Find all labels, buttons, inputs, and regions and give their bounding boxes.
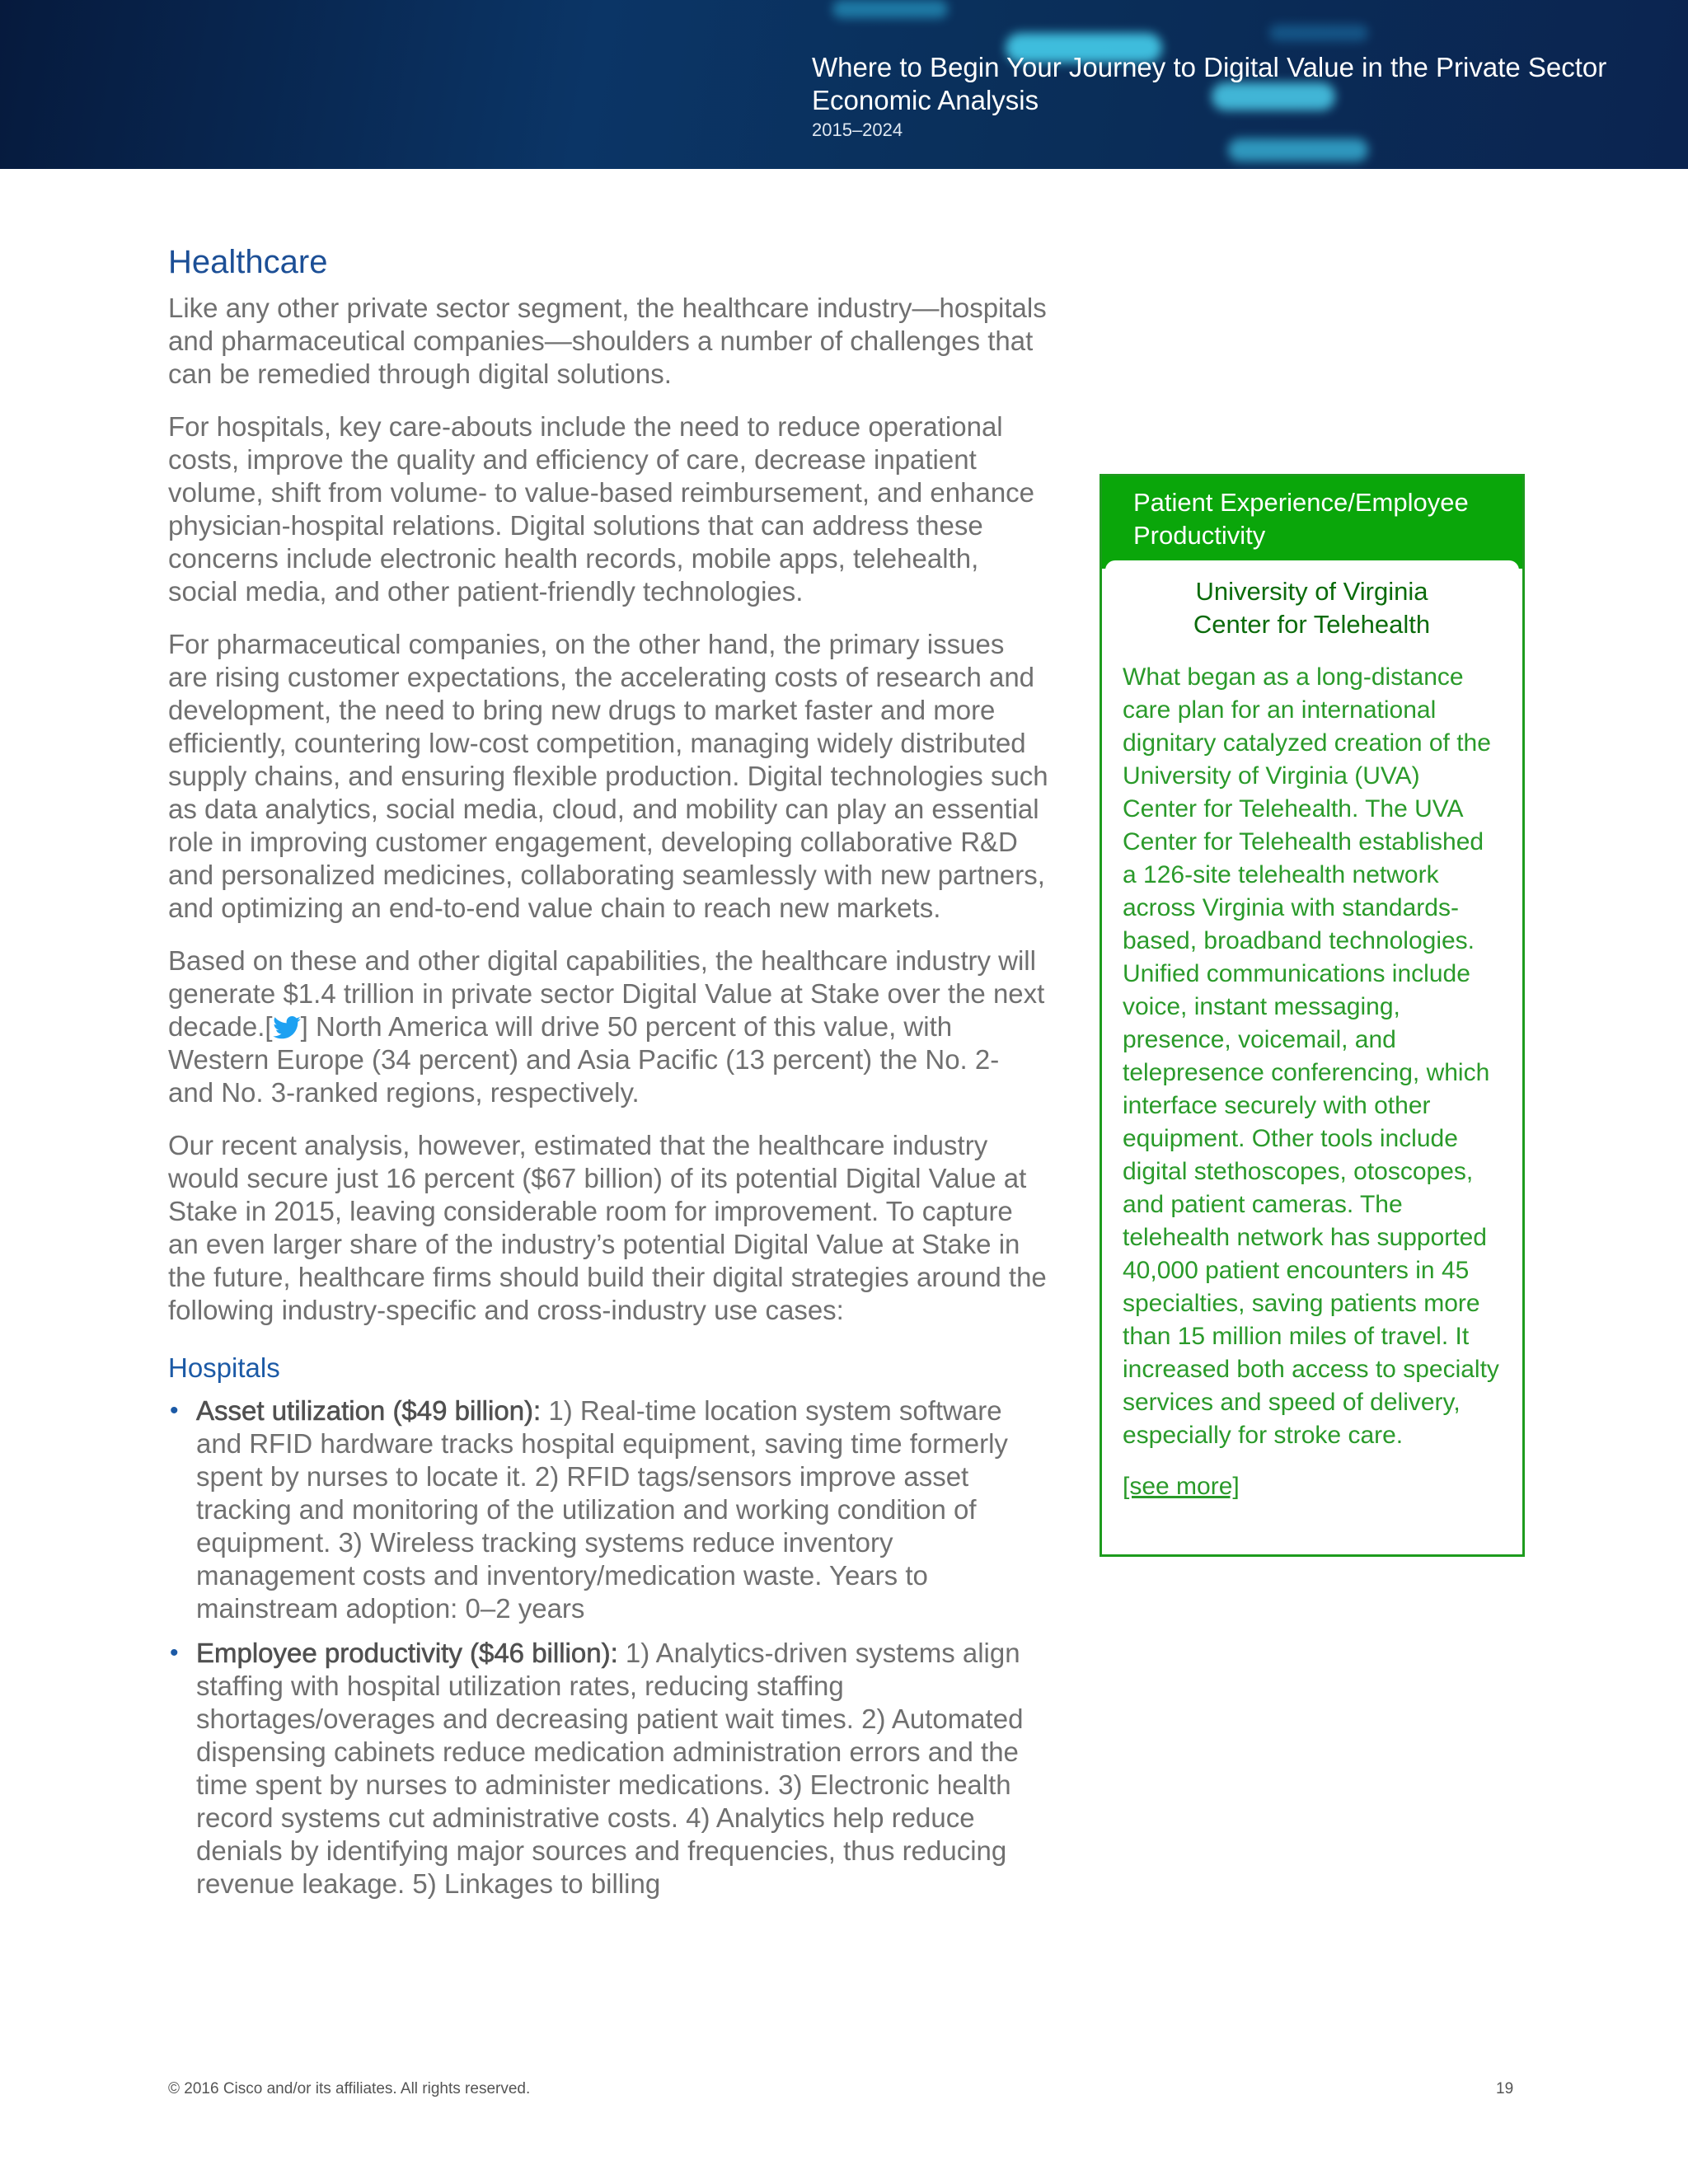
list-item-label: Employee productivity ($46 billion): bbox=[196, 1638, 618, 1668]
banner-light bbox=[1228, 138, 1368, 162]
section-heading: Healthcare bbox=[168, 244, 328, 280]
paragraph: For pharmaceutical companies, on the other hand, the primary issues are rising customer expectations, the accelerating costs of research and development, the need to bring new drugs to market faster and more efficiently, countering low-cost competition, managing widely distributed supply chains, and ensuring flexible production. Digital technologies such as data analytics, social media, cloud, and mobility can play an essential role in improving customer engagement, developing collaborative R&D and personalized medicines, collaborating seamlessly with new partners, and optimizing an end-to-end value chain to reach new markets. bbox=[168, 629, 1048, 923]
document-years: 2015–2024 bbox=[812, 120, 903, 140]
document-title: Where to Begin Your Journey to Digital Value in the Private Sector bbox=[812, 52, 1607, 82]
subsection-heading: Hospitals bbox=[168, 1352, 280, 1383]
document-subtitle: Economic Analysis bbox=[812, 85, 1039, 115]
paragraph bbox=[168, 944, 1050, 1109]
page-number: 19 bbox=[1496, 2080, 1514, 2097]
list-item-text: 1) Real-time location system software and RFID hardware tracks hospital equipment, saving time formerly spent by nurses to locate it. 2) RFID tags/sensors improve asset tracking and monitoring of the utilization and working condition of equipment. 3) Wireless tracking systems reduce inventory management costs and inventory/medication waste. Years to mainstream adoption: 0–2 years bbox=[196, 1395, 1008, 1624]
sidebar-body bbox=[1102, 559, 1522, 1503]
paragraph-text: Based on these and other digital capabilities, the healthcare industry will generate $1.4 trillion in private sector Digital Value at Stake over the next decade.[ bbox=[168, 945, 1045, 1042]
see-more-link[interactable]: [see more] bbox=[1123, 1473, 1240, 1500]
list-item bbox=[168, 1637, 1050, 1900]
header-banner bbox=[0, 0, 1688, 169]
sidebar-title-line: University of Virginia bbox=[1195, 577, 1428, 606]
bullet-icon: • bbox=[170, 1397, 179, 1424]
sidebar-divider bbox=[1102, 559, 1522, 569]
banner-light bbox=[1269, 25, 1368, 41]
case-study-sidebar bbox=[1100, 474, 1525, 1557]
paragraph-text: ] North America will drive 50 percent of this value, with Western Europe (34 percent) and Asia Pacific (13 percent) the No. 2- and No. 3-ranked regions, respectively. bbox=[168, 1011, 1000, 1108]
sidebar-header: Patient Experience/Employee Productivity bbox=[1102, 476, 1522, 559]
banner-light bbox=[832, 0, 948, 18]
list-item-label: Asset utilization ($49 billion): bbox=[196, 1395, 542, 1426]
paragraph: Like any other private sector segment, the healthcare industry—hospitals and pharmaceutical companies—shoulders a number of challenges that can be remedied through digital solutions. bbox=[168, 293, 1047, 389]
bullet-icon: • bbox=[170, 1639, 179, 1666]
list-item-text: 1) Analytics-driven systems align staffing with hospital utilization rates, reducing staffing shortages/overages and decreasing patient wait times. 2) Automated dispensing cabinets reduce medication administration errors and the time spent by nurses to administer medications. 3) Electronic health record systems cut administrative costs. 4) Analytics help reduce denials by identifying major sources and frequencies, thus reducing revenue leakage. 5) Linkages to billing bbox=[196, 1638, 1024, 1899]
copyright: © 2016 Cisco and/or its affiliates. All rights reserved. bbox=[168, 2080, 531, 2097]
banner-text bbox=[812, 51, 1606, 142]
sidebar-title bbox=[1123, 575, 1501, 641]
main-column bbox=[168, 241, 1050, 1912]
paragraph: For hospitals, key care-abouts include the need to reduce operational costs, improve the quality and efficiency of care, decrease inpatient volume, shift from volume- to value-based reimbursement, and enhance physician-hospital relations. Digital solutions that can address these concerns include electronic health records, mobile apps, telehealth, social media, and other patient-friendly technologies. bbox=[168, 411, 1035, 607]
twitter-icon[interactable] bbox=[273, 1014, 301, 1037]
sidebar-text: What began as a long-distance care plan for an international dignitary catalyzed creation of the University of Virginia (UVA) Center for Telehealth. The UVA Center for Telehealth established a 126-site telehealth network across Virginia with standards-based, broadband technologies. Unified communications include voice, instant messaging, presence, voicemail, and telepresence conferencing, which interface securely with other equipment. Other tools include digital stethoscopes, otoscopes, and patient cameras. The telehealth network has supported 40,000 patient encounters in 45 specialties, saving patients more than 15 million miles of travel. It increased both access to specialty services and speed of delivery, especially for stroke care. bbox=[1123, 663, 1499, 1449]
sidebar-title-line: Center for Telehealth bbox=[1193, 610, 1431, 639]
list-item bbox=[168, 1394, 1050, 1625]
use-case-list bbox=[168, 1394, 1050, 1900]
paragraph: Our recent analysis, however, estimated that the healthcare industry would secure just 16 percent ($67 billion) of its potential Digital Value at Stake in 2015, leaving considerable room for improvement. To capture an even larger share of the industry’s potential Digital Value at Stake in the future, healthcare firms should build their digital strategies around the following industry-specific and cross-industry use cases: bbox=[168, 1130, 1047, 1325]
